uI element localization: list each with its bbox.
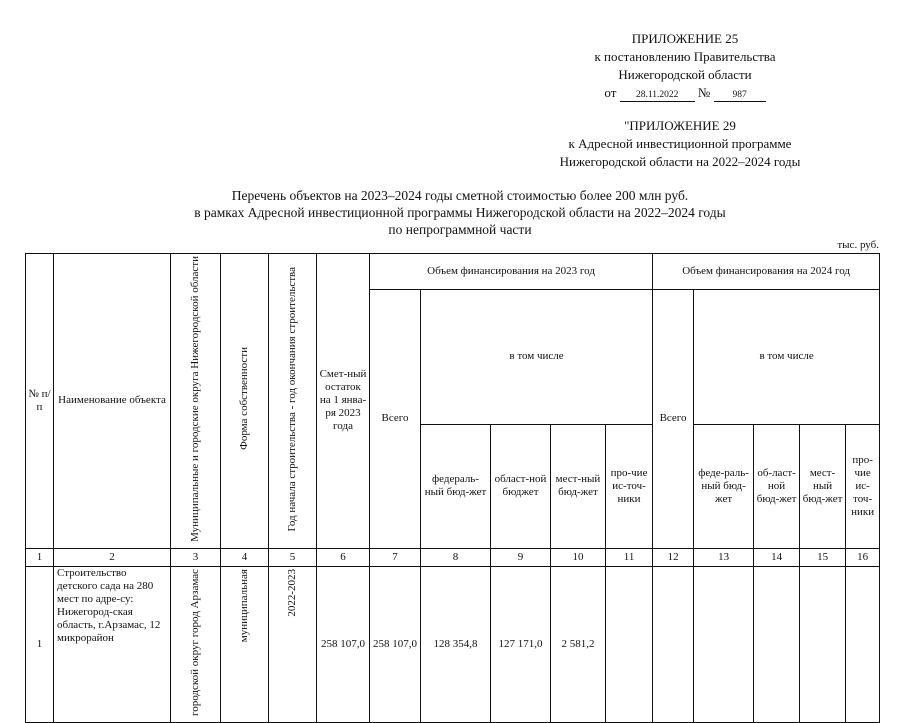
- column-number: 6: [317, 548, 370, 566]
- column-number: 16: [846, 548, 880, 566]
- column-number: 3: [171, 548, 221, 566]
- header-reg-2023: област-ной бюджет: [491, 424, 551, 548]
- header-municipality: Муниципальные и городские округа Нижегородской области: [171, 254, 221, 549]
- column-number: 11: [606, 548, 653, 566]
- header-loc-2023: мест-ный бюд-жет: [551, 424, 606, 548]
- title-line-2: в рамках Адресной инвестиционной программы Нижегородской области на 2022–2024 годы: [194, 205, 726, 220]
- cell-loc-2024: [800, 566, 846, 722]
- resolution-number: 987: [714, 89, 766, 102]
- header-num: № п/п: [26, 254, 54, 549]
- objects-table: [25, 253, 880, 723]
- column-number: 9: [491, 548, 551, 566]
- appendix-25-region: Нижегородской области: [618, 67, 752, 82]
- header-total-2023: Всего: [370, 290, 421, 549]
- header-including-2023: в том числе: [421, 290, 653, 425]
- appendix-29-header: [530, 117, 830, 171]
- cell-oth-2024: [846, 566, 880, 722]
- header-oth-2023: про-чие ис-точ-ники: [606, 424, 653, 548]
- cell-years: 2022-2023: [269, 566, 317, 722]
- cell-remainder: 258 107,0: [317, 566, 370, 722]
- column-number: 2: [54, 548, 171, 566]
- cell-total-2023: 258 107,0: [370, 566, 421, 722]
- header-loc-2024: мест-ный бюд-жет: [800, 424, 846, 548]
- header-oth-2024: про-чие ис-точ-ники: [846, 424, 880, 548]
- column-number: 8: [421, 548, 491, 566]
- column-number: 4: [221, 548, 269, 566]
- header-reg-2024: об-ласт-ной бюд-жет: [754, 424, 800, 548]
- title-line-3: по непрограммной части: [388, 222, 532, 237]
- header-ownership: Форма собственности: [221, 254, 269, 549]
- cell-total-2024: [653, 566, 694, 722]
- appendix-25-date-line: [540, 84, 830, 102]
- column-number: 10: [551, 548, 606, 566]
- header-including-2024: в том числе: [694, 290, 880, 425]
- header-years: Год начала строительства - год окончания строительства: [269, 254, 317, 549]
- cell-ownership: муниципальная: [221, 566, 269, 722]
- cell-reg-2024: [754, 566, 800, 722]
- cell-name: Строительство детского сада на 280 мест по адре-су: Нижегород-ская область, г.Арзамас, 12 микрорайон: [54, 566, 171, 722]
- header-name: Наименование объекта: [54, 254, 171, 549]
- header-fed-2023: федераль-ный бюд-жет: [421, 424, 491, 548]
- column-number: 1: [26, 548, 54, 566]
- from-label: от: [604, 85, 617, 100]
- column-number: 5: [269, 548, 317, 566]
- column-number: 15: [800, 548, 846, 566]
- title-line-1: Перечень объектов на 2023–2024 годы сметной стоимостью более 200 млн руб.: [231, 188, 689, 203]
- column-number: 7: [370, 548, 421, 566]
- cell-num: 1: [26, 566, 54, 722]
- appendix-25-title: ПРИЛОЖЕНИЕ 25: [631, 31, 739, 46]
- column-number: 13: [694, 548, 754, 566]
- header-fin-2024: Объем финансирования на 2024 год: [653, 254, 880, 290]
- cell-fed-2023: 128 354,8: [421, 566, 491, 722]
- column-number: 14: [754, 548, 800, 566]
- document-title: [110, 187, 810, 238]
- appendix-25-resolution: к постановлению Правительства: [594, 49, 776, 64]
- units-label: тыс. руб.: [837, 239, 879, 251]
- table-row: [26, 566, 880, 722]
- number-label: №: [697, 85, 711, 100]
- cell-municipality: городской округ город Арзамас: [171, 566, 221, 722]
- appendix-25-header: [540, 30, 830, 102]
- cell-fed-2024: [694, 566, 754, 722]
- column-number-row: [26, 548, 880, 566]
- header-row-1: [26, 254, 880, 290]
- cell-oth-2023: [606, 566, 653, 722]
- resolution-date: 28.11.2022: [620, 89, 695, 102]
- cell-loc-2023: 2 581,2: [551, 566, 606, 722]
- column-number: 12: [653, 548, 694, 566]
- header-fed-2024: феде-раль-ный бюд-жет: [694, 424, 754, 548]
- appendix-29-title: "ПРИЛОЖЕНИЕ 29: [624, 118, 736, 133]
- header-fin-2023: Объем финансирования на 2023 год: [370, 254, 653, 290]
- header-total-2024: Всего: [653, 290, 694, 549]
- cell-reg-2023: 127 171,0: [491, 566, 551, 722]
- header-remainder: Смет-ный остаток на 1 янва-ря 2023 года: [317, 254, 370, 549]
- appendix-29-program: к Адресной инвестиционной программе: [568, 136, 792, 151]
- appendix-29-region: Нижегородской области на 2022–2024 годы: [559, 154, 801, 169]
